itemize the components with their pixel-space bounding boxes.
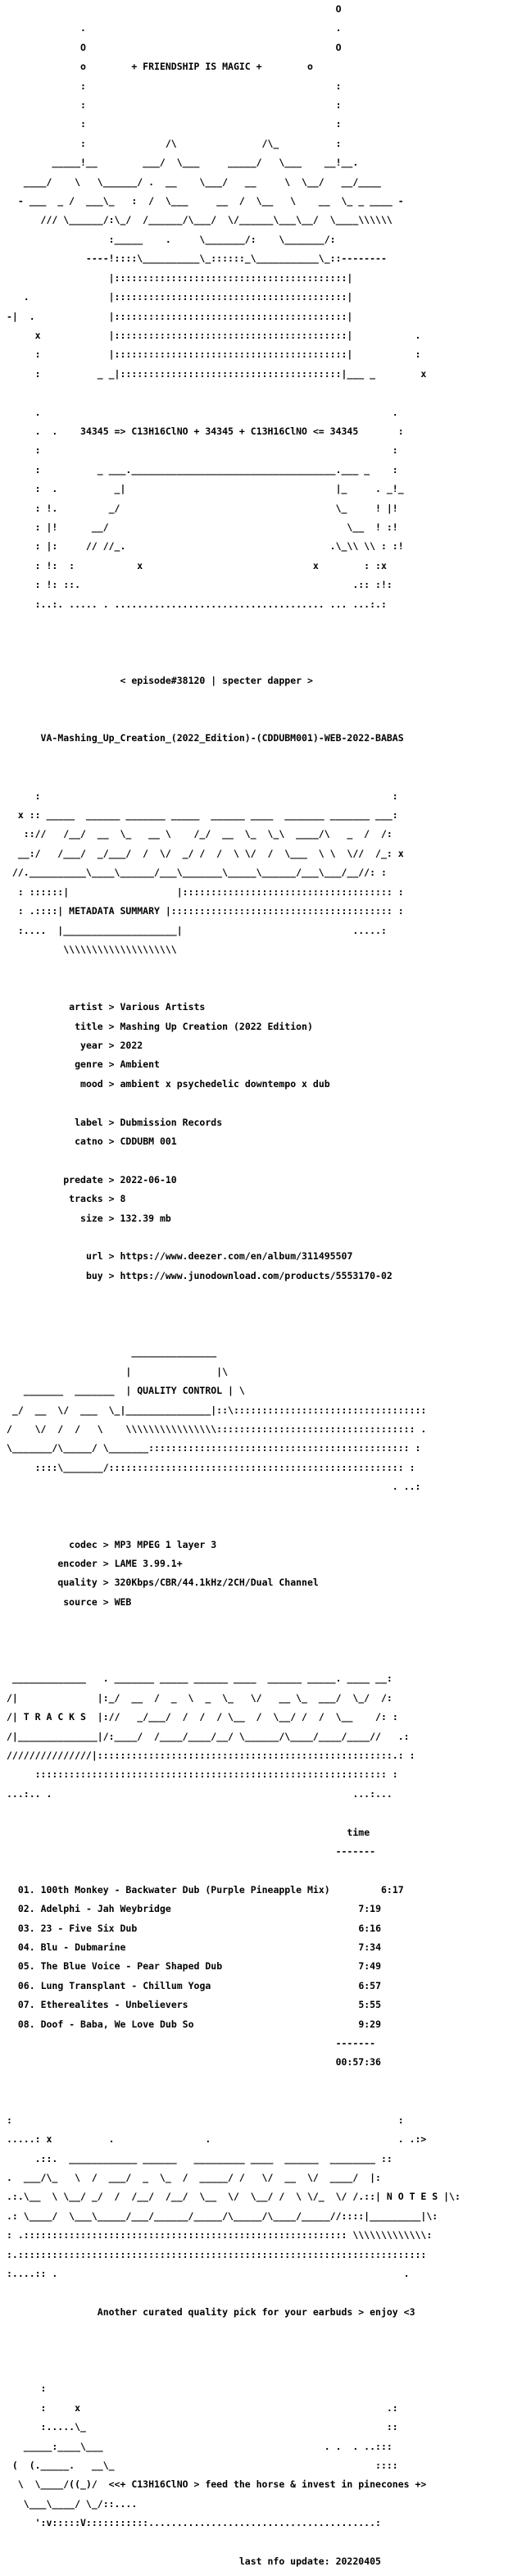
meta-key: tracks (69, 1193, 103, 1205)
track-row (7, 2000, 531, 2010)
meta-row: buy > https://www.junodownload.com/products/5553170-02 (85, 1269, 393, 1281)
art-line: ------- (7, 1846, 376, 1857)
track-time: 5:55 (358, 1999, 382, 2011)
track-number: 04. (17, 1941, 35, 1954)
notes-section-title: N O T E S (386, 2191, 438, 2203)
section-line: /| T R A C K S |:// _/___/ / / / \__ / \__/ / / \__ /: : (7, 1711, 398, 1723)
meta-key: artist (69, 1001, 103, 1013)
art-line: - ___ _ / ___\_ : / \___ __ / \__ \ __ \_ _ ____ - (7, 195, 404, 207)
track-number: 05. (17, 1960, 35, 1973)
art-line: : : (7, 118, 342, 130)
art-line: : |:::::::::::::::::::::::::::::::::::::::::| : (7, 348, 421, 361)
time-header: time (347, 1826, 370, 1838)
track-row (7, 1883, 531, 1896)
art-line: x :: _____ ______ _______ _____ ______ ____ _______ _______ ___: (7, 809, 398, 821)
art-line: _____!__ ___/ \___ _____/ \___ __!__. (7, 157, 359, 169)
art-line (7, 1521, 531, 1531)
quality-key: quality (57, 1577, 98, 1589)
track-number: 03. (17, 1922, 35, 1934)
art-line (7, 2538, 531, 2548)
meta-value: Mashing Up Creation (2022 Edition) (120, 1020, 313, 1032)
art-line: ( (._____. __\_ :::: (7, 2460, 398, 2471)
section-line: .:.\__ \ \__/ _/ / /__/ /__/ \__ \/ \__/ / \ \/_ \/ /.::| N O T E S |\: (7, 2191, 461, 2203)
art-line: : x .: (7, 2401, 398, 2414)
art-line: x |:::::::::::::::::::::::::::::::::::::::::| . (7, 329, 421, 341)
meta-row: artist > Various Artists (69, 1001, 206, 1013)
art-line: . |:::::::::::::::::::::::::::::::::::::::::| (7, 291, 353, 303)
meta-key: year (80, 1039, 103, 1051)
quality-key: source (63, 1595, 98, 1608)
track-number: 08. (17, 2018, 35, 2030)
footer-tagline: <<+ C13H16ClNO > feed the horse & invest in pinecones +> (108, 2478, 427, 2491)
art-line (7, 1290, 531, 1300)
art-line: ------- (7, 2037, 376, 2050)
quality-row: codec > MP3 MPEG 1 layer 3 (69, 1538, 217, 1550)
episode-line (7, 676, 531, 686)
quality-section-title: QUALITY CONTROL (137, 1385, 223, 1397)
meta-row: url > https://www.deezer.com/en/album/311495507 (85, 1250, 353, 1263)
quality-key: codec (69, 1538, 98, 1550)
formula-text: 34345 => C13H16ClNO + 34345 + C13H16ClNO <= 34345 (80, 425, 359, 437)
art-line (7, 715, 531, 725)
art-line: /| |:_/ __ / _ \ _ \_ \/ __ \_ ___/ \_/ /: (7, 1691, 393, 1704)
art-line: : : (7, 99, 342, 112)
art-line (7, 1310, 531, 1320)
art-line: :_____ . \_______/: \_______/: (7, 233, 336, 245)
meta-value: 8 (120, 1193, 126, 1205)
art-line: /|______________|/:____/ /____/____/__/ \______/\____/____/____// .: (7, 1730, 410, 1742)
art-line (7, 1156, 531, 1166)
art-line (7, 389, 531, 398)
meta-row: predate > 2022-06-10 (63, 1173, 177, 1186)
art-line: __:/ /___/ _/___/ / \/ _/ / / \ \/ / \___ \ \ \// /_: x (7, 847, 404, 859)
art-line: _______________ (7, 1346, 217, 1359)
art-line: :::::::::::::::::::::::::::::::::::::::::::::::::::::::::::::: : (7, 1768, 398, 1781)
notes-text: Another curated quality pick for your earbuds > enjoy <3 (97, 2305, 415, 2318)
release-name: VA-Mashing_Up_Creation_(2022_Edition)-(CDDUBM001)-WEB-2022-BABAS (40, 732, 404, 744)
track-row (7, 1979, 531, 1991)
total-time-line (7, 2058, 531, 2068)
meta-value: Various Artists (120, 1001, 206, 1013)
track-number: 02. (17, 1903, 35, 1915)
track-row (7, 1924, 531, 1934)
art-line: / \/ / / \ \\\\\\\\\\\\\\\\::::::::::::::::::::::::::::::::::: . (7, 1423, 427, 1436)
art-line: : !: ::. .:: :!: (7, 579, 393, 591)
track-title: The Blue Voice - Pear Shaped Dub (40, 1960, 223, 1973)
quality-row: quality > 320Kbps/CBR/44.1kHz/2CH/Dual Channel (57, 1577, 319, 1589)
episode-text: < episode#38120 | specter dapper > (120, 675, 313, 687)
art-line (7, 1233, 531, 1243)
meta-key: mood (80, 1077, 103, 1090)
art-line: : |! __/ \__ ! :! (7, 521, 398, 533)
art-line: . ..: (7, 1481, 421, 1493)
art-line: . . (7, 22, 342, 34)
time-header-line (7, 1828, 531, 1838)
meta-row: year > 2022 (80, 1039, 143, 1051)
meta-key: predate (63, 1173, 103, 1186)
quality-value: LAME 3.99.1+ (114, 1557, 183, 1569)
art-line (7, 2096, 531, 2106)
art-line: : : (7, 444, 398, 457)
art-line (7, 2365, 531, 2375)
track-number: 07. (17, 1999, 35, 2011)
meta-row: mood > ambient x psychedelic downtempo x dub (80, 1077, 330, 1090)
quality-key: encoder (57, 1557, 98, 1569)
art-line: | |\ (7, 1365, 229, 1377)
meta-value: ambient x psychedelic downtempo x dub (120, 1077, 330, 1090)
meta-value: Dubmission Records (120, 1116, 223, 1128)
track-row (7, 1962, 531, 1972)
art-line: : !. _/ \_ ! |! (7, 502, 398, 514)
art-line: : _ _|:::::::::::::::::::::::::::::::::::::::|___ _ x (7, 367, 427, 380)
art-line (7, 2327, 531, 2337)
art-line: :.... |____________________| .....: (7, 924, 387, 936)
meta-row: title > Mashing Up Creation (2022 Edition) (75, 1020, 313, 1032)
art-line (7, 964, 531, 974)
art-line: _/ __ \/ ___ \_|_______________|::\:::::::::::::::::::::::::::::::::: (7, 1404, 427, 1416)
art-line: : /\ /\_ : (7, 137, 342, 149)
last-update: last nfo update: 20220405 (238, 2556, 381, 2568)
art-line (7, 772, 531, 782)
art-line: -| . |:::::::::::::::::::::::::::::::::::::::::| (7, 310, 353, 322)
art-line (7, 753, 531, 763)
meta-key: size (80, 1212, 103, 1224)
meta-value: 132.39 mb (120, 1212, 171, 1224)
meta-row: genre > Ambient (75, 1058, 160, 1071)
meta-value: 2022 (120, 1039, 143, 1051)
notes-line (7, 2305, 531, 2318)
quality-value: MP3 MPEG 1 layer 3 (114, 1538, 217, 1550)
section-line: : .::::| METADATA SUMMARY |::::::::::::::::::::::::::::::::::::::: : (7, 905, 404, 917)
art-line: : .::::::::::::::::::::::::::::::::::::::::::::::::::::::::: \\\\\\\\\\\\\: (7, 2229, 433, 2241)
release-line (7, 734, 531, 744)
art-line: . . (7, 406, 398, 418)
meta-value: 2022-06-10 (120, 1173, 177, 1186)
art-line (7, 1502, 531, 1512)
quality-value: WEB (114, 1595, 132, 1608)
art-line: :....:: . . (7, 2267, 410, 2279)
art-line: /// \______/:\_/ /______/\___/ \/______\___\__/ \____\\\\\\ (7, 214, 393, 226)
art-line (7, 1866, 531, 1876)
track-title: Blu - Dubmarine (40, 1941, 126, 1954)
meta-row: label > Dubmission Records (75, 1116, 223, 1128)
track-title: Adelphi - Jah Weybridge (40, 1903, 171, 1915)
banner-line: o + FRIENDSHIP IS MAGIC + o (7, 61, 313, 73)
quality-row: source > WEB (63, 1595, 132, 1608)
section-line: _______ _______ | QUALITY CONTROL | \ (7, 1385, 245, 1397)
art-line: : |: // //_. .\_\\ \\ : :! (7, 540, 404, 553)
art-line: .: \____/ \___\_____/___/______/_____/\_____/\____/_____//::::|_________|\: (7, 2210, 438, 2222)
track-time: 6:17 (381, 1883, 404, 1896)
art-line (7, 2288, 531, 2298)
art-line: : !: : x x : :x (7, 559, 387, 571)
track-title: 100th Monkey - Backwater Dub (Purple Pineapple Mix) (40, 1883, 330, 1896)
track-time: 7:49 (358, 1960, 382, 1973)
art-line: ----!::::\__________\_::::::_\___________\_::-------- (7, 253, 387, 265)
total-time: 00:57:36 (335, 2056, 381, 2069)
art-line (7, 1617, 531, 1627)
art-line (7, 619, 531, 629)
banner-tagline: + FRIENDSHIP IS MAGIC + (131, 61, 262, 73)
meta-key: url (85, 1250, 103, 1263)
meta-value: CDDUBM 001 (120, 1135, 177, 1147)
update-line (7, 2557, 531, 2567)
footer-line: \ \____/((_)/ <<+ C13H16ClNO > feed the horse & invest in pinecones +> (7, 2478, 427, 2491)
art-line: ///////////////|::::::::::::::::::::::::::::::::::::::::::::::::::::.: : (7, 1749, 415, 1761)
art-line: ':v:::::V:::::::::::........................................: (7, 2517, 381, 2529)
meta-value: Ambient (120, 1058, 160, 1071)
metadata-section-title: METADATA SUMMARY (69, 905, 160, 917)
art-line: : (7, 2383, 47, 2395)
meta-key: catno (75, 1135, 103, 1147)
art-line: ::// /__/ __ \_ __ \ /_/ __ \_ \_\ ____/\ _ / /: (7, 828, 393, 840)
meta-value: https://www.junodownload.com/products/5553170-02 (120, 1269, 393, 1281)
track-time: 9:29 (358, 2018, 382, 2030)
art-line: : _ ___.____________________________________.___ _ : (7, 463, 398, 476)
quality-row: encoder > LAME 3.99.1+ (57, 1557, 183, 1569)
art-line: .::. ____________ ______ _________ ____ ______ ________ :: (7, 2152, 393, 2164)
art-line: . ___/\_ \ / ___/ _ \_ / _____/ / \/ __ \/ ____/ |: (7, 2171, 381, 2183)
track-row (7, 1905, 531, 1914)
quality-value: 320Kbps/CBR/44.1kHz/2CH/Dual Channel (114, 1577, 319, 1589)
track-title: Lung Transplant - Chillum Yoga (40, 1979, 211, 1991)
art-line: O O (7, 41, 342, 53)
art-line (7, 1655, 531, 1665)
art-line: : . _| |_ . _!_ (7, 483, 404, 495)
art-line: ...:.. . ...:... (7, 1787, 393, 1800)
art-line: :..:. ..... . ..................................... ... ...:.: (7, 598, 387, 610)
meta-key: buy (85, 1269, 103, 1281)
art-line: |:::::::::::::::::::::::::::::::::::::::::| (7, 271, 353, 284)
formula-line: . . 34345 => C13H16ClNO + 34345 + C13H16ClNO <= 34345 : (7, 425, 404, 437)
art-line (7, 2346, 531, 2356)
art-line: ____/ \ \______/ . __ \___/ __ \ \__/ __/____ (7, 175, 381, 188)
meta-row: catno > CDDUBM 001 (75, 1135, 177, 1147)
art-line: : : (7, 790, 398, 802)
art-line (7, 1636, 531, 1646)
art-line: : : (7, 2114, 404, 2126)
track-time: 7:34 (358, 1941, 382, 1954)
track-time: 6:57 (358, 1979, 382, 1991)
art-line: //.__________\____\______/___\_______\_____\______/___\___/__//: : (7, 867, 387, 879)
meta-key: title (75, 1020, 103, 1032)
track-number: 01. (17, 1883, 35, 1896)
art-line: _____:____\___ . . . ..::: (7, 2440, 393, 2452)
track-row (7, 1943, 531, 1953)
track-title: Doof - Baba, We Love Dub So (40, 2018, 194, 2030)
art-line (7, 696, 531, 706)
art-line (7, 984, 531, 994)
art-line (7, 1809, 531, 1818)
meta-value: https://www.deezer.com/en/album/311495507 (120, 1250, 353, 1263)
art-line: \___\____/ \_/::.... (7, 2497, 138, 2510)
art-line: : : (7, 80, 342, 92)
track-title: Etherealites - Unbelievers (40, 1999, 188, 2011)
art-line: ::::\_______/:::::::::::::::::::::::::::::::::::::::::::::::::::: : (7, 1461, 415, 1473)
art-line (7, 638, 531, 648)
track-time: 6:16 (358, 1922, 382, 1934)
art-line: O (7, 3, 342, 15)
art-line: .....: x . . . .:> (7, 2133, 427, 2146)
art-line (7, 1099, 531, 1108)
track-title: 23 - Five Six Dub (40, 1922, 138, 1934)
art-line: _____________ . _______ _____ ______ ____ ______ _____. ____ __: (7, 1673, 393, 1685)
art-line (7, 658, 531, 667)
art-line (7, 2078, 531, 2087)
meta-key: label (75, 1116, 103, 1128)
meta-row: tracks > 8 (69, 1193, 126, 1205)
meta-key: genre (75, 1058, 103, 1071)
art-line: :.....\_ :: (7, 2421, 398, 2433)
art-line: :.:::::::::::::::::::::::::::::::::::::::::::::::::::::::::::::::::::::::: (7, 2248, 427, 2260)
tracks-section-title: T R A C K S (23, 1711, 86, 1723)
track-number: 06. (17, 1979, 35, 1991)
art-line: \_______/\_____/ \_______:::::::::::::::::::::::::::::::::::::::::::::: : (7, 1442, 421, 1454)
meta-row: size > 132.39 mb (80, 1212, 171, 1224)
art-line (7, 1329, 531, 1339)
art-line: \\\\\\\\\\\\\\\\\\\\ (7, 943, 177, 955)
track-row (7, 2020, 531, 2030)
art-line: : ::::::| |::::::::::::::::::::::::::::::::::::: : (7, 885, 404, 898)
track-time: 7:19 (358, 1903, 382, 1915)
